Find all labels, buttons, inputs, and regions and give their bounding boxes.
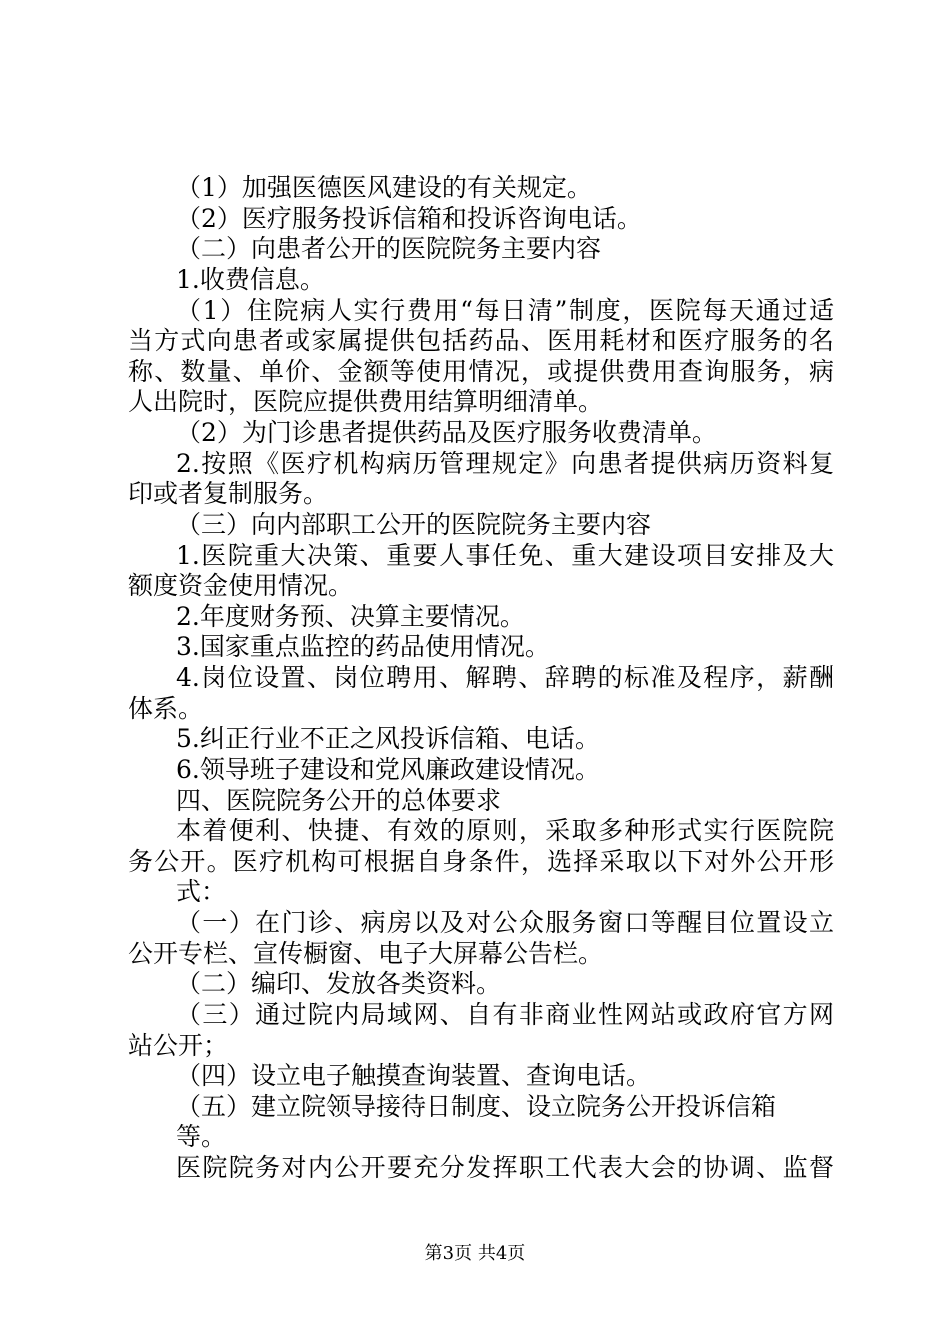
- text-line: （三）向内部职工公开的医院院务主要内容: [176, 510, 652, 539]
- text-line: （三）通过院内局域网、自有非商业性网站或政府官方网: [176, 1000, 834, 1029]
- text-line: （2）为门诊患者提供药品及医疗服务收费清单。: [176, 418, 717, 447]
- text-line: 等。: [176, 1122, 227, 1151]
- text-line: 站公开；: [128, 1031, 229, 1060]
- text-line: 体系。: [128, 694, 204, 723]
- text-line: 本着便利、快捷、有效的原则，采取多种形式实行医院院: [176, 816, 834, 845]
- text-line: （1）加强医德医风建设的有关规定。: [176, 173, 592, 202]
- text-line: 医院院务对内公开要充分发挥职工代表大会的协调、监督: [176, 1153, 834, 1182]
- text-line: （五）建立院领导接待日制度、设立院务公开投诉信箱: [176, 1092, 777, 1121]
- text-line: 2.年度财务预、决算主要情况。: [176, 602, 525, 631]
- text-line: 6.领导班子建设和党风廉政建设情况。: [176, 755, 600, 784]
- text-line: 当方式向患者或家属提供包括药品、医用耗材和医疗服务的名: [128, 326, 834, 355]
- text-line: 额度资金使用情况。: [128, 571, 354, 600]
- section-heading: 四、医院院务公开的总体要求: [176, 786, 502, 815]
- text-line: 4.岗位设置、岗位聘用、解聘、辞聘的标准及程序，薪酬: [176, 663, 834, 692]
- text-line: （1）住院病人实行费用“每日清”制度，医院每天通过适: [176, 296, 834, 325]
- text-line: （一）在门诊、病房以及对公众服务窗口等醒目位置设立: [176, 908, 834, 937]
- text-line: 印或者复制服务。: [128, 479, 329, 508]
- text-line: 务公开。医疗机构可根据自身条件，选择采取以下对外公开形: [128, 847, 834, 876]
- text-line: （四）设立电子触摸查询装置、查询电话。: [176, 1061, 652, 1090]
- text-line: 1.医院重大决策、重要人事任免、重大建设项目安排及大: [176, 541, 834, 570]
- text-line: （二）编印、发放各类资料。: [176, 969, 502, 998]
- text-line: （二）向患者公开的医院院务主要内容: [176, 234, 602, 263]
- page-footer: 第3页 共4页: [424, 1243, 526, 1264]
- text-line: 称、数量、单价、金额等使用情况，或提供费用查询服务，病: [128, 357, 834, 386]
- text-line: （2）医疗服务投诉信箱和投诉咨询电话。: [176, 204, 642, 233]
- text-line: 人出院时，医院应提供费用结算明细清单。: [128, 387, 604, 416]
- text-line: 2.按照《医疗机构病历管理规定》向患者提供病历资料复: [176, 449, 834, 478]
- text-line: 式：: [176, 877, 227, 906]
- text-line: 3.国家重点监控的药品使用情况。: [176, 632, 550, 661]
- text-line: 公开专栏、宣传橱窗、电子大屏幕公告栏。: [128, 939, 604, 968]
- text-line: 5.纠正行业不正之风投诉信箱、电话。: [176, 724, 600, 753]
- text-line: 1.收费信息。: [176, 265, 325, 294]
